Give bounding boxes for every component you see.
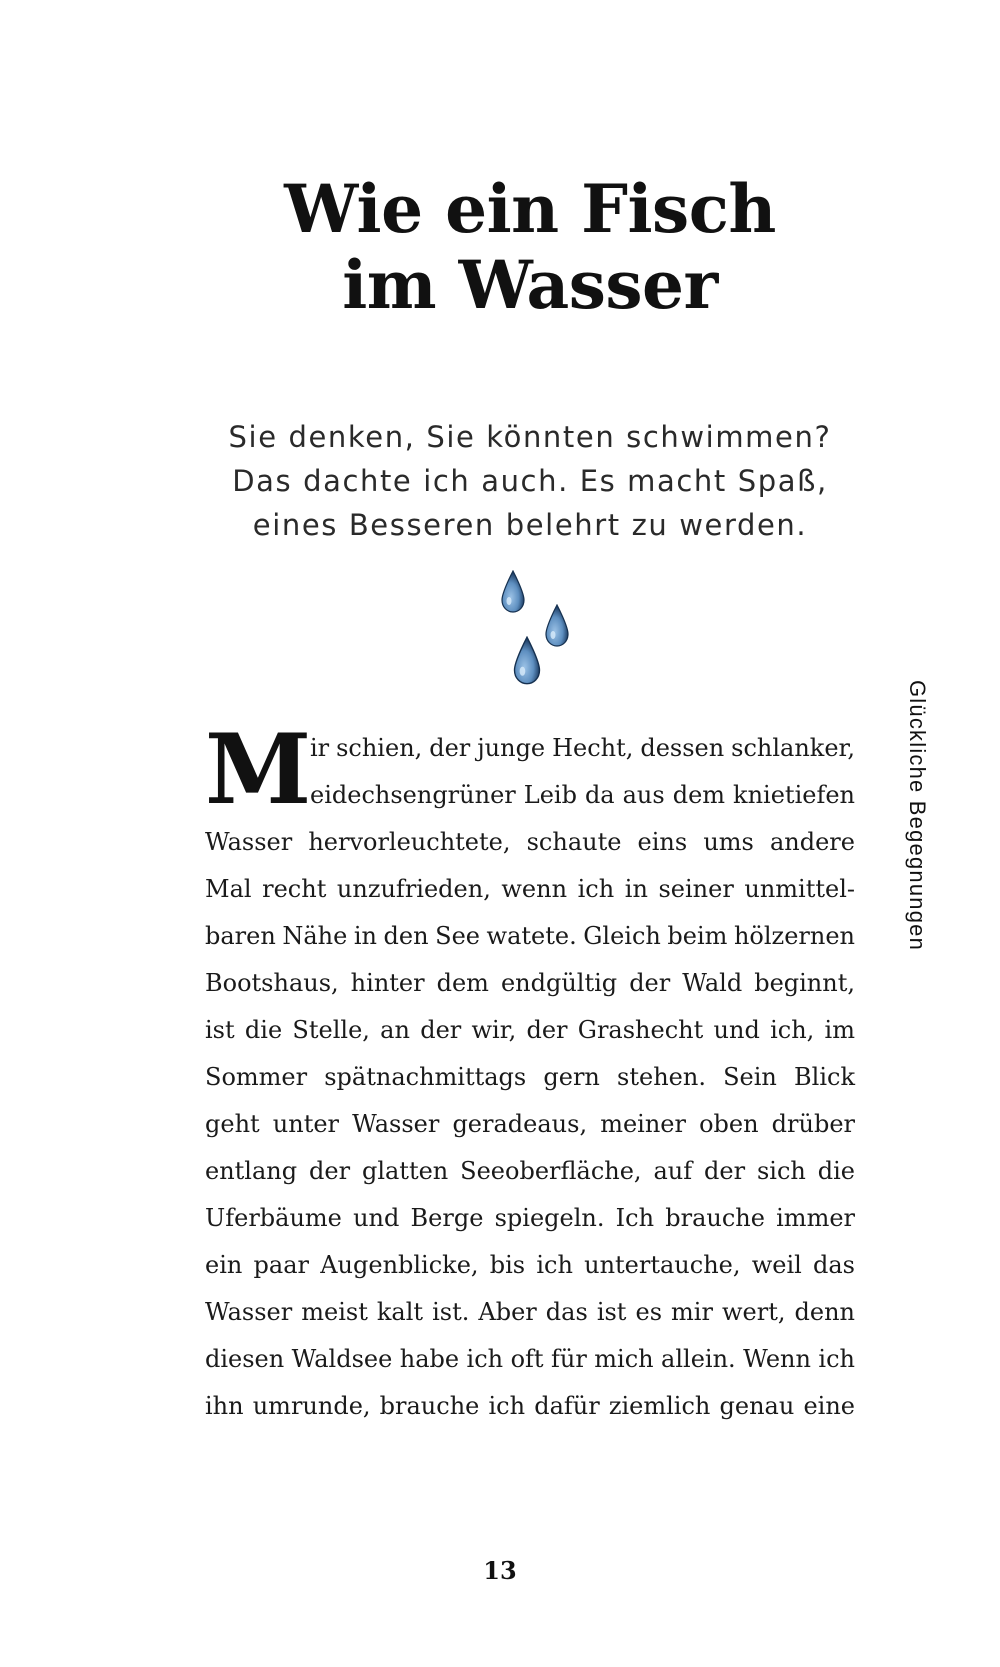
water-drop-icon xyxy=(512,636,542,686)
body-line: ir schien, der junge Hecht, dessen schlanker, xyxy=(310,734,856,762)
chapter-title-line-2: im Wasser xyxy=(342,246,718,324)
section-side-label: Glückliche Begegnungen xyxy=(905,680,930,952)
body-line: ihn umrunde, brauche ich dafür ziemlich genau eine xyxy=(205,1392,855,1420)
body-line: eidechsengrüner Leib da aus dem knietiefen xyxy=(310,781,855,809)
lead-line-2: Das dachte ich auch. Es macht Spaß, xyxy=(232,464,828,498)
lead-line-3: eines Besseren belehrt zu werden. xyxy=(252,508,808,542)
lead-line-1: Sie denken, Sie könnten schwimmen? xyxy=(228,420,832,454)
chapter-title-line-1: Wie ein Fisch xyxy=(284,170,776,248)
body-line: Wasser meist kalt ist. Aber das ist es mir wert, denn xyxy=(205,1298,855,1326)
body-line: Uferbäume und Berge spiegeln. Ich brauche immer xyxy=(205,1204,855,1232)
body-line: Wasser hervorleuchtete, schaute eins ums andere xyxy=(205,828,855,856)
body-line: entlang der glatten Seeoberfläche, auf der sich die xyxy=(205,1157,855,1185)
body-line: Bootshaus, hinter dem endgültig der Wald beginnt, xyxy=(205,969,855,997)
body-line: ein paar Augenblicke, bis ich untertauche, weil das xyxy=(205,1251,855,1279)
body-line: Sommer spätnachmittags gern stehen. Sein Blick xyxy=(205,1063,855,1091)
page-number: 13 xyxy=(483,1556,517,1585)
water-drop-icon xyxy=(544,604,570,648)
body-line: diesen Waldsee habe ich oft für mich allein. Wenn ich xyxy=(205,1345,855,1373)
water-drops-icon xyxy=(500,570,610,700)
body-line: geht unter Wasser geradeaus, meiner oben drüber xyxy=(205,1110,855,1138)
water-drop-icon xyxy=(500,570,526,614)
drop-cap: M xyxy=(205,713,312,826)
body-line: ist die Stelle, an der wir, der Grashecht und ich, im xyxy=(205,1016,855,1044)
body-line: Mal recht unzufrieden, wenn ich in seiner unmittel- xyxy=(205,875,855,903)
body-line: baren Nähe in den See watete. Gleich beim hölzernen xyxy=(205,922,855,950)
